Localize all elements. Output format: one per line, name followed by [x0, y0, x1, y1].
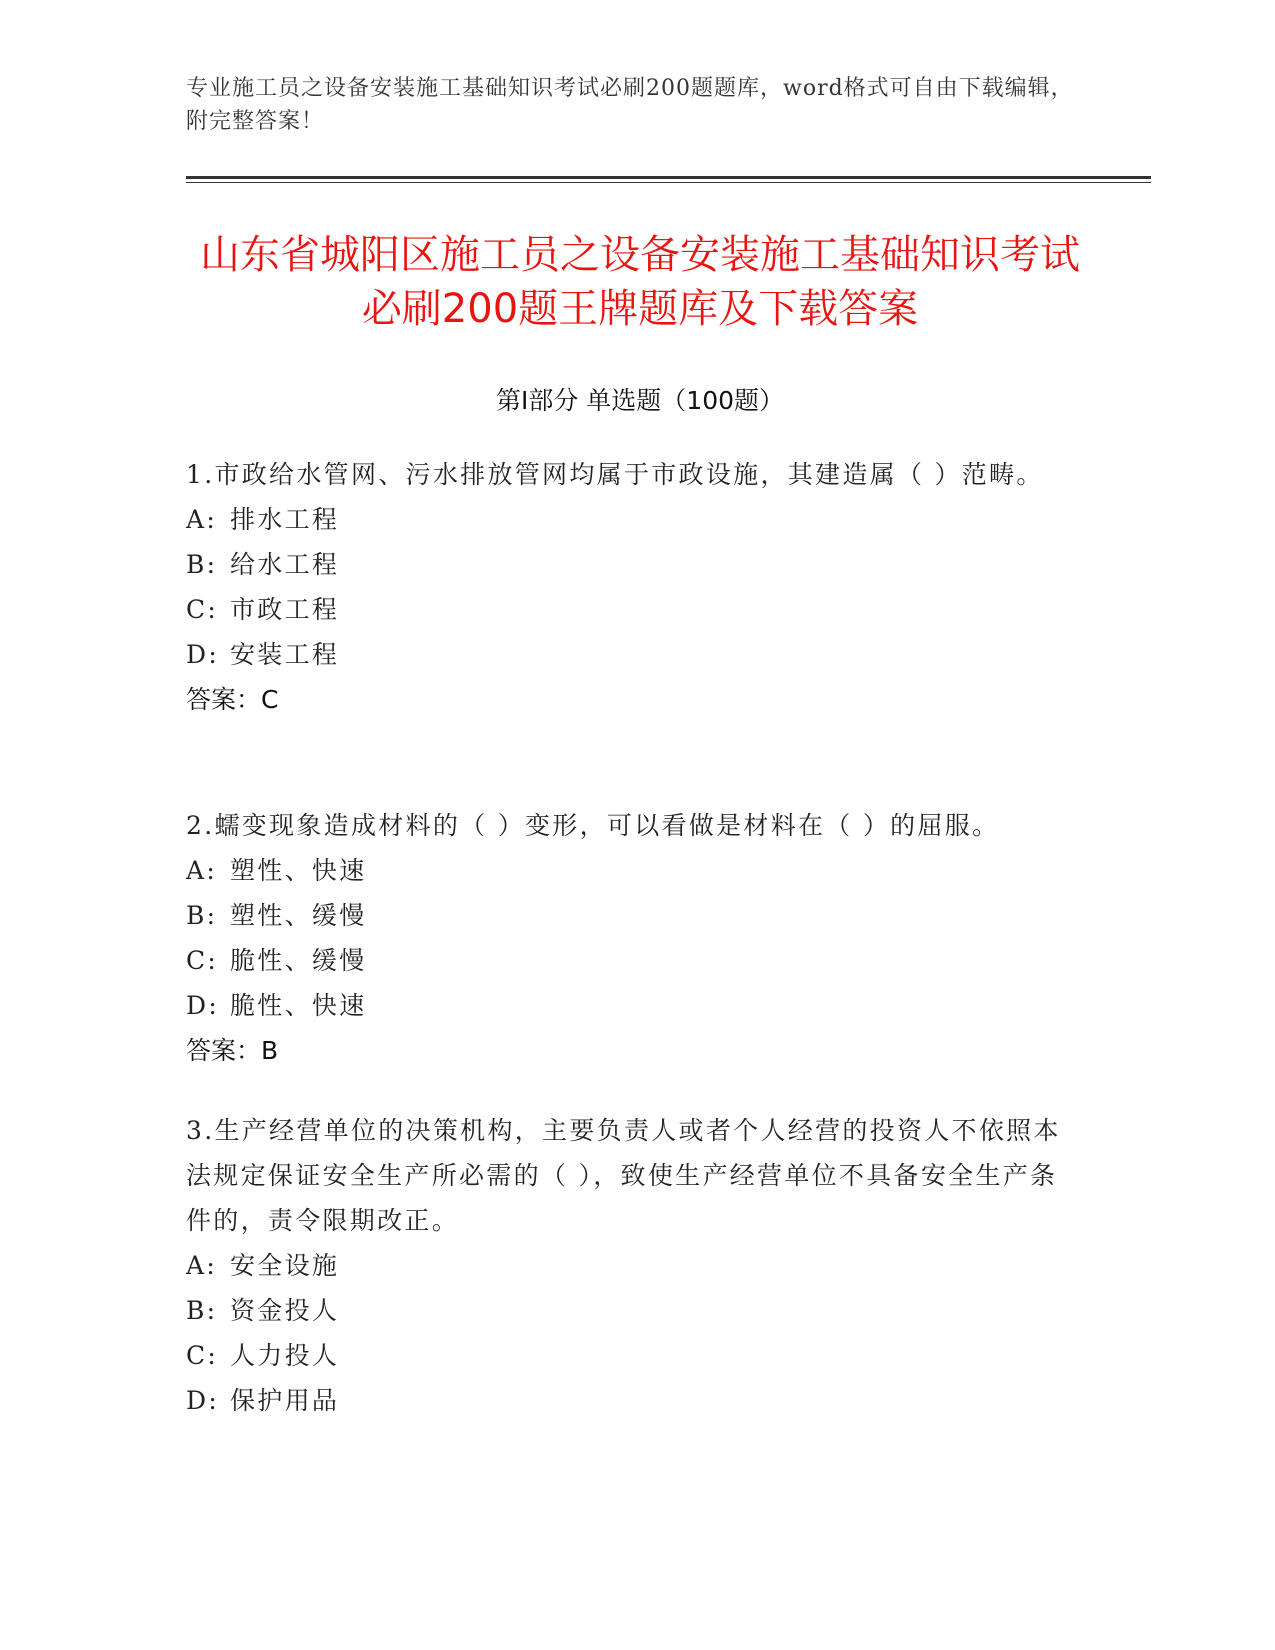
option-letter: D:	[186, 640, 220, 669]
option-text: 人力投人	[230, 1341, 340, 1370]
question-2	[186, 803, 1066, 1073]
option-d	[186, 632, 1066, 677]
header-note: 专业施工员之设备安装施工基础知识考试必刷200题题库，word格式可自由下载编辑，附完整答案！	[186, 76, 1074, 134]
question-stem: 2.蠕变现象造成材料的（ ）变形，可以看做是材料在（ ）的屈服。	[186, 811, 1000, 840]
option-text: 市政工程	[230, 595, 340, 624]
option-text: 脆性、快速	[230, 991, 367, 1020]
option-b	[186, 1288, 1066, 1333]
option-text: 安装工程	[230, 640, 340, 669]
option-c	[186, 938, 1066, 983]
document-title: 山东省城阳区施工员之设备安装施工基础知识考试必刷200题王牌题库及下载答案	[200, 232, 1080, 332]
option-text: 资金投人	[230, 1296, 340, 1325]
option-letter: B:	[186, 550, 218, 579]
option-text: 保护用品	[230, 1386, 340, 1415]
option-b	[186, 542, 1066, 587]
option-letter: C:	[186, 946, 219, 975]
option-text: 脆性、缓慢	[230, 946, 367, 975]
option-letter: A:	[186, 505, 218, 534]
option-c	[186, 587, 1066, 632]
option-a	[186, 1243, 1066, 1288]
header-rule-thin	[186, 182, 1151, 183]
option-text: 塑性、缓慢	[230, 901, 367, 930]
option-a	[186, 497, 1066, 542]
option-letter: A:	[186, 856, 218, 885]
option-d	[186, 1378, 1066, 1423]
question-1	[186, 452, 1066, 722]
question-stem: 1.市政给水管网、污水排放管网均属于市政设施，其建造属（ ）范畴。	[186, 460, 1044, 489]
option-text: 给水工程	[230, 550, 340, 579]
header-rule-thick	[186, 176, 1151, 179]
option-c	[186, 1333, 1066, 1378]
question-stem: 3.生产经营单位的决策机构，主要负责人或者个人经营的投资人不依照本法规定保证安全生产所必需的（ ），致使生产经营单位不具备安全生产条件的，责令限期改正。	[186, 1116, 1061, 1235]
option-letter: A:	[186, 1251, 218, 1280]
option-letter: D:	[186, 1386, 220, 1415]
option-letter: B:	[186, 1296, 218, 1325]
option-a	[186, 848, 1066, 893]
option-text: 安全设施	[230, 1251, 340, 1280]
option-letter: B:	[186, 901, 218, 930]
option-letter: C:	[186, 595, 219, 624]
option-b	[186, 893, 1066, 938]
question-3	[186, 1108, 1066, 1423]
option-letter: C:	[186, 1341, 219, 1370]
option-text: 塑性、快速	[230, 856, 367, 885]
answer-line: 答案：B	[186, 1036, 279, 1065]
option-d	[186, 983, 1066, 1028]
section-heading: 第I部分 单选题（100题）	[495, 386, 785, 415]
option-letter: D:	[186, 991, 220, 1020]
option-text: 排水工程	[230, 505, 340, 534]
answer-line: 答案：C	[186, 685, 279, 714]
